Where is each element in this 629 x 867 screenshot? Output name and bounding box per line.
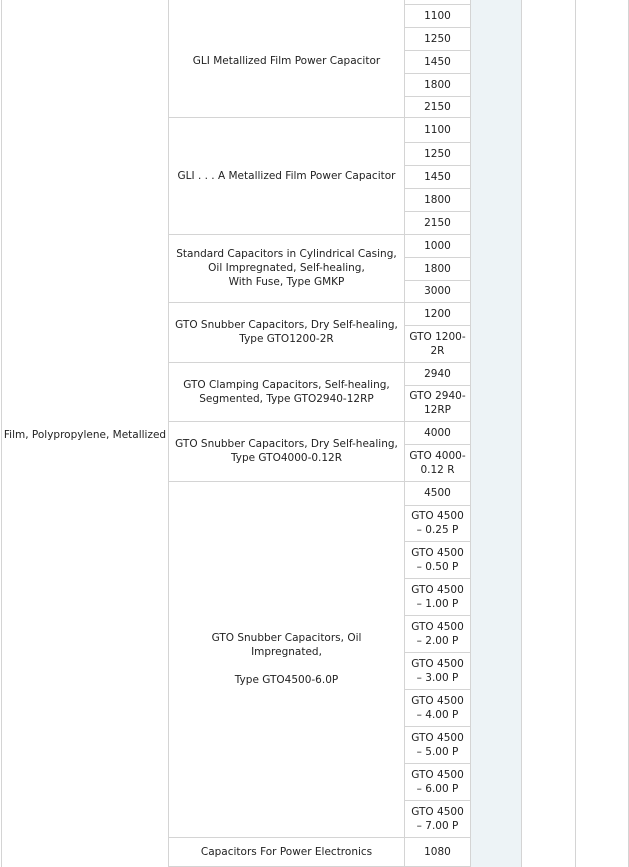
voltage-value: GTO 4500 – 0.50 P: [411, 546, 464, 573]
voltage-value: GTO 4500 – 2.00 P: [411, 620, 464, 647]
grid-line: [404, 385, 471, 386]
grid-line: [404, 188, 471, 189]
grid-line: [404, 257, 471, 258]
voltage-value: 1800: [424, 193, 451, 206]
voltage-value: GTO 4500 – 4.00 P: [411, 694, 464, 721]
category-label: Film, Polypropylene, Metallized: [3, 429, 167, 441]
voltage-value: GTO 4500 – 3.00 P: [411, 657, 464, 684]
product-group-title: GTO Clamping Capacitors, Self-healing, Segmented, Type GTO2940-12RP: [183, 378, 390, 405]
voltage-value: GTO 4500 – 1.00 P: [411, 583, 464, 610]
grid-line: [404, 362, 471, 363]
grid-line: [404, 280, 471, 281]
product-group-title: Standard Capacitors in Cylindrical Casing, Oil Impregnated, Self-healing, With Fuse, Type GMKP: [176, 248, 397, 288]
grid-line: [168, 421, 405, 422]
voltage-value: 1080: [424, 845, 451, 858]
product-group-title: GLI . . . A Metallized Film Power Capacitor: [177, 169, 396, 182]
voltage-value: 4500: [424, 487, 451, 499]
grid-line: [404, 444, 471, 445]
grid-line: [404, 302, 471, 303]
grid-line: [404, 211, 471, 212]
grid-line: [404, 117, 471, 118]
shaded-column: [470, 0, 521, 867]
voltage-value: 1250: [424, 32, 451, 45]
grid-line: [404, 800, 471, 801]
voltage-value: 1800: [424, 78, 451, 91]
voltage-value: 4000: [424, 426, 451, 439]
grid-line: [404, 73, 471, 74]
grid-line: [404, 325, 471, 326]
grid-line: [404, 142, 471, 143]
grid-line: [404, 96, 471, 97]
grid-line: [168, 837, 405, 838]
voltage-value: 2940: [424, 367, 451, 380]
voltage-value: GTO 1200- 2R: [409, 330, 466, 357]
grid-line: [521, 0, 522, 867]
grid-line: [404, 165, 471, 166]
voltage-value: GTO 4500 – 0.25 P: [411, 510, 464, 536]
grid-line: [404, 505, 471, 506]
product-group-title: GTO Snubber Capacitors, Oil Impregnated, Type GTO4500-6.0P: [211, 632, 362, 686]
voltage-value: 1100: [424, 9, 451, 22]
voltage-value: GTO 2940- 12RP: [409, 390, 466, 416]
grid-line: [404, 615, 471, 616]
grid-line: [404, 4, 471, 5]
voltage-value: 1800: [424, 262, 451, 275]
product-group-title: GLI Metallized Film Power Capacitor: [192, 54, 381, 67]
grid-line: [404, 234, 471, 235]
grid-line: [404, 27, 471, 28]
voltage-value: GTO 4500 – 5.00 P: [411, 731, 464, 758]
grid-line: [168, 362, 405, 363]
grid-line: [404, 541, 471, 542]
category-cell: [2, 4, 168, 866]
voltage-value: 1250: [424, 147, 451, 160]
voltage-value: 1450: [424, 55, 451, 68]
voltage-value: 2150: [424, 216, 451, 229]
voltage-value: 1000: [424, 239, 451, 252]
grid-line: [404, 837, 471, 838]
voltage-value: 2150: [424, 100, 451, 113]
voltage-value: 1100: [424, 123, 451, 136]
product-group-title: GTO Snubber Capacitors, Dry Self-healing, Type GTO4000-0.12R: [175, 438, 398, 464]
voltage-value: GTO 4000- 0.12 R: [409, 449, 466, 476]
grid-line: [404, 421, 471, 422]
grid-line: [168, 481, 405, 482]
grid-line: [404, 652, 471, 653]
product-group-title: GTO Snubber Capacitors, Dry Self-healing, Type GTO1200-2R: [175, 319, 398, 345]
grid-line: [404, 578, 471, 579]
voltage-value: GTO 4500 – 7.00 P: [411, 805, 464, 832]
grid-line: [168, 234, 405, 235]
grid-line: [168, 302, 405, 303]
voltage-value: 1450: [424, 170, 451, 183]
grid-line: [404, 481, 471, 482]
voltage-value: 1200: [424, 307, 451, 320]
grid-line: [575, 0, 576, 867]
grid-line: [404, 50, 471, 51]
grid-line: [470, 0, 471, 867]
grid-line: [404, 726, 471, 727]
grid-line: [168, 117, 405, 118]
voltage-value: 3000: [424, 285, 451, 297]
grid-line: [404, 763, 471, 764]
grid-line: [1, 0, 2, 867]
grid-line: [404, 689, 471, 690]
voltage-value: GTO 4500 – 6.00 P: [411, 768, 464, 795]
product-group-title: Capacitors For Power Electronics: [200, 845, 373, 858]
